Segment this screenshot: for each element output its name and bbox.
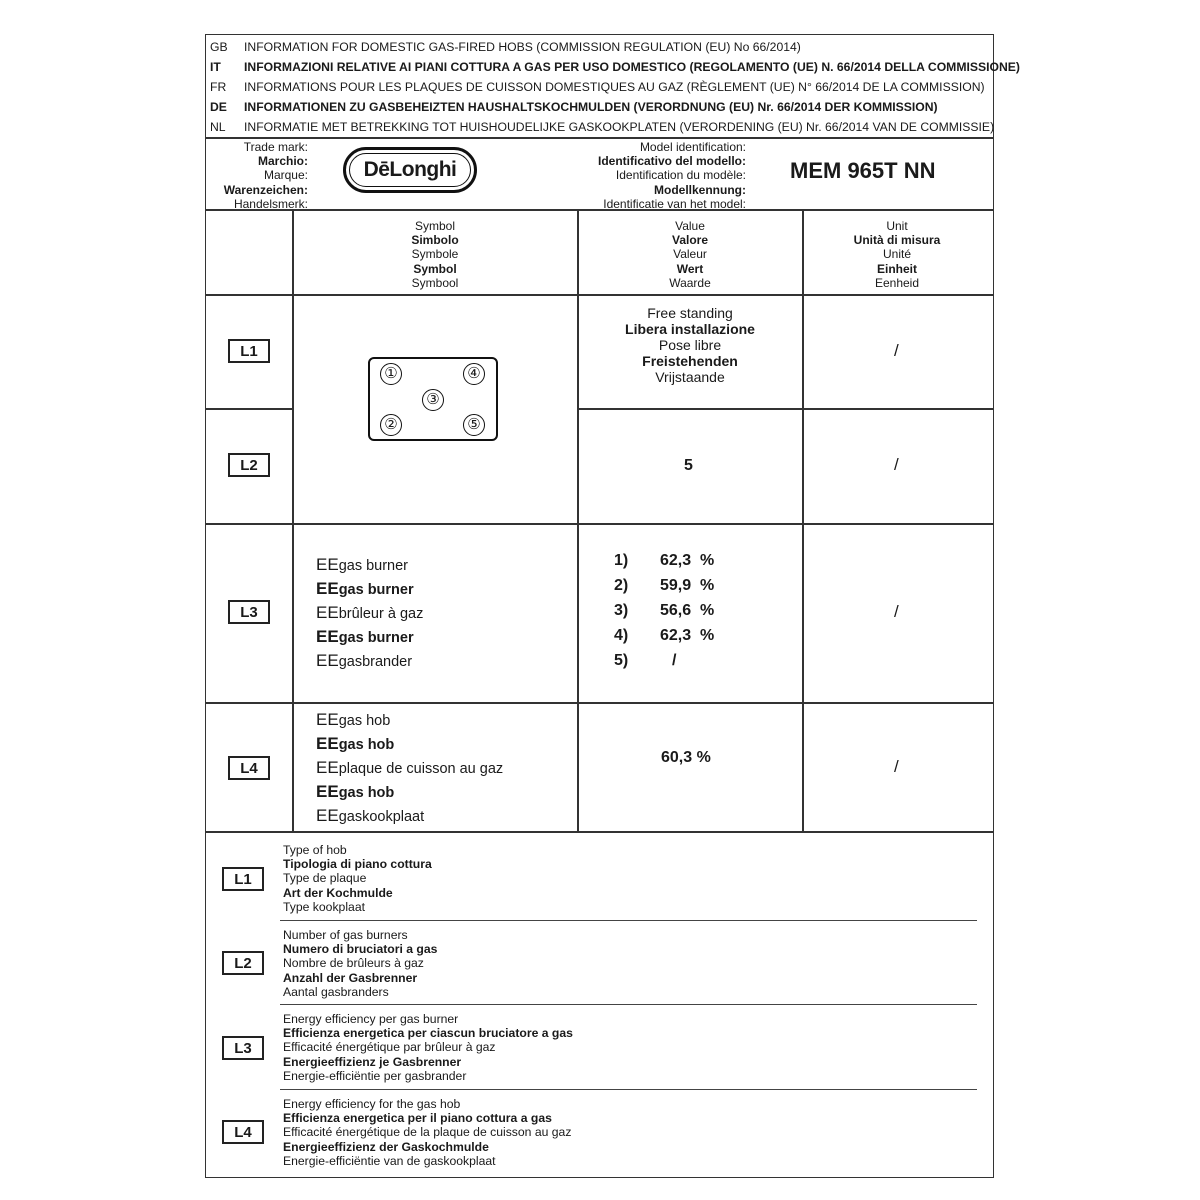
legend-l1-text: Type of hob Tipologia di piano cottura Type de plaque Art der Kochmulde Type kookplaat (283, 843, 432, 914)
burner-1-icon: ① (380, 363, 402, 385)
info-sheet: GB INFORMATION FOR DOMESTIC GAS-FIRED HOBS (COMMISSION REGULATION (EU) No 66/2014) IT INFORMAZIONI RELATIVE AI PIANI COTTURA A GAS PER USO DOMESTICO (REGOLAMENTO (UE) N. 66/2014 DELLA COMMISSIONE) FR INFORMATIONS POUR LES PLAQUES DE CUISSON DOMESTIQUES AU GAZ (RÈGLEMENT (UE) N° 66/2014 DE LA COMMISSION) DE INFORMATIONEN ZU GASBEHEIZTEN HAUSHALTSKOCHMULDEN (VERORDNUNG (EU) Nr. 66/2014 DER KOMMISSION) NL INFORMATIE MET BETREKKING TOT HUISHOUDELIJKE GASKOOKPLATEN (VERORDENING (EU) Nr. 66/2014 VAN DE COMMISSIE) Trade mark: Marchio: Marque: Warenzeichen: Handelsmerk: DēLonghi Model identification: Identificativo del modello: Identification du modèle: Modellkennung: Identificatie van het model: MEM 965T NN Symbol Simbolo Symbole Symbol Symbool Value Valore Valeur Wert Waarde Unit Unità di misura Unité Einheit Eenheid L1 Free standing Libera installazione Pose libre Freistehenden Vrijstaande / ① ④ ③ ② ⑤ L2 5 / L3 EEgas burner EEgas burner EEbrûleur à gaz EEgas burner EEgasbrander 1) 62,3 % 2) 59,9 % 3) 56,6 % 4) 62,3 % 5) / / L4 EEgas hob EEgas hob EEplaque de cuisson au gaz EEgas hob EEgaskookplaat 60,3 % / L1 Type of hob Tipologia di piano cottura Type de plaque Art der Kochmulde Type kookplaat L2 Number of gas burners Numero di bruciatori a gas Nombre de brûleurs à gaz Anzahl der Gasbrenner Aantal gasbranders L3 Energy efficiency per gas burner Efficienza energetica per ciascun bruciatore a gas Efficacité énergétique par brûleur à gaz Energieeffizienz je Gasbrenner Energie-efficiëntie per gasbrander L4 Energy efficiency for the gas hob Efficienza energetica per il piano cottura a gas Efficacité énergétique de la plaque de cuisson au gaz Energieeffizienz der Gaskochmulde Energie-efficiëntie van de gaskookplaat (205, 34, 994, 1178)
l3-value-row: 2) 59,9 % (614, 577, 715, 594)
table-row-divider (206, 523, 993, 525)
legend-divider (280, 1089, 977, 1090)
burner-5-icon: ⑤ (463, 414, 485, 436)
trade-mark-labels: Trade mark: Marchio: Marque: Warenzeichen: Handelsmerk: (223, 140, 308, 211)
l3-values (614, 548, 714, 673)
row-label-l4: L4 (228, 756, 270, 780)
legend-l2-text: Number of gas burners Numero di bruciatori a gas Nombre de brûleurs à gaz Anzahl der Gasbrenner Aantal gasbranders (283, 928, 438, 999)
table-col-divider (292, 209, 294, 831)
l3-value-row: 5) / (614, 652, 677, 669)
legend-l3-text: Energy efficiency per gas burner Efficienza energetica per ciascun bruciatore a gas Efficacité énergétique par brûleur à gaz Energieeffizienz je Gasbrenner Energie-efficiëntie per gasbrander (283, 1012, 573, 1083)
l3-value-row: 1) 62,3 % (614, 552, 715, 569)
model-value: MEM 965T NN (790, 158, 936, 183)
row-label-l1: L1 (228, 339, 270, 363)
legend-label-l2: L2 (222, 951, 264, 975)
legend-label-l4: L4 (222, 1120, 264, 1144)
legend-l4-text: Energy efficiency for the gas hob Efficienza energetica per il piano cottura a gas Efficacité énergétique de la plaque de cuisson au gaz Energieeffizienz der Gaskochmulde Energie-efficiëntie van de gaskookplaat (283, 1097, 572, 1168)
burner-4-icon: ④ (463, 363, 485, 385)
table-col-divider (802, 209, 804, 831)
l4-value: 60,3 % (661, 749, 711, 766)
l3-value-row: 4) 62,3 % (614, 627, 715, 644)
l3-unit: / (894, 602, 899, 621)
l4-unit: / (894, 757, 899, 776)
table-row-divider (206, 408, 293, 410)
l2-unit: / (894, 455, 899, 474)
legend-divider (280, 1004, 977, 1005)
col-header-unit: Unit Unità di misura Unité Einheit Eenheid (853, 219, 941, 290)
legend-label-l3: L3 (222, 1036, 264, 1060)
table-row-divider (206, 831, 993, 833)
row-label-l3: L3 (228, 600, 270, 624)
divider (206, 137, 993, 139)
row-label-l2: L2 (228, 453, 270, 477)
table-col-divider (577, 209, 579, 831)
model-id-labels: Model identification: Identificativo del modello: Identification du modèle: Modellkennung: Identificatie van het model: (597, 140, 746, 211)
table-row-divider (578, 408, 993, 410)
l1-unit: / (894, 341, 899, 360)
logo-text: DēLonghi (363, 158, 457, 181)
table-row-divider (206, 702, 993, 704)
burner-2-icon: ② (380, 414, 402, 436)
l1-value: Free standing Libera installazione Pose libre Freistehenden Vrijstaande (625, 305, 755, 385)
col-header-value: Value Valore Valeur Wert Waarde (669, 219, 711, 290)
legend-divider (280, 920, 977, 921)
burner-layout-diagram (368, 357, 498, 441)
l3-value-row: 3) 56,6 % (614, 602, 715, 619)
l2-value: 5 (684, 457, 693, 474)
divider (206, 209, 993, 211)
l4-symbol: EEgas hob EEgas hob EEplaque de cuisson au gaz EEgas hob EEgaskookplaat (316, 710, 504, 825)
burner-3-icon: ③ (422, 389, 444, 411)
l3-symbol: EEgas burner EEgas burner EEbrûleur à gaz EEgas burner EEgasbrander (316, 555, 424, 670)
delonghi-logo (343, 147, 477, 193)
table-row-divider (206, 294, 993, 296)
col-header-symbol: Symbol Simbolo Symbole Symbol Symbool (411, 219, 459, 290)
legend-label-l1: L1 (222, 867, 264, 891)
